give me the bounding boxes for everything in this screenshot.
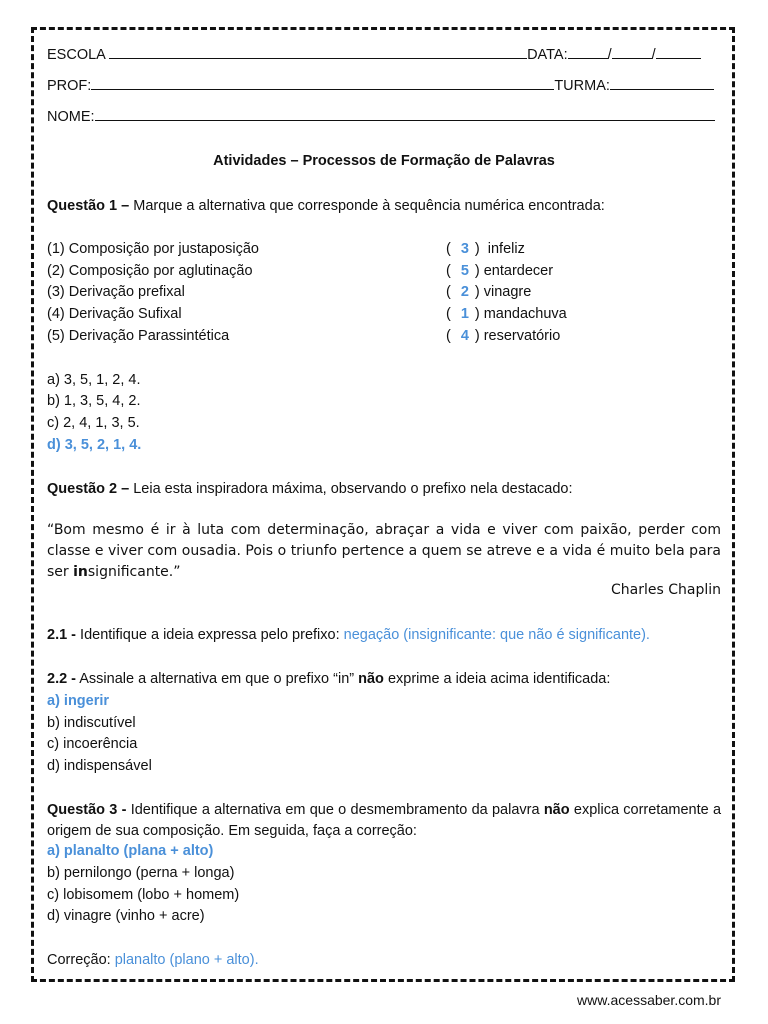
q21-prompt: Identifique a ideia expressa pelo prefixo: bbox=[80, 627, 340, 643]
q1-answer: 4 bbox=[460, 328, 469, 344]
turma-label: TURMA: bbox=[554, 78, 610, 94]
quote-rest: significante.” bbox=[87, 564, 181, 580]
header-prof-row bbox=[47, 75, 721, 95]
page-title: Atividades – Processos de Formação de Palavras bbox=[213, 153, 555, 169]
q3-option-b[interactable]: b) pernilongo (perna + longa) bbox=[47, 865, 235, 881]
q1-option-b[interactable]: b) 1, 3, 5, 4, 2. bbox=[47, 393, 141, 409]
q1-label: Questão 1 – bbox=[47, 198, 130, 214]
header-escola-row bbox=[47, 44, 721, 64]
q22-prompt-a: Assinale a alternativa em que o prefixo “in” bbox=[79, 671, 355, 687]
q3-prompt bbox=[47, 800, 721, 842]
prof-field[interactable] bbox=[91, 75, 554, 90]
q22-option-a-correct[interactable]: a) ingerir bbox=[47, 693, 110, 709]
correction-answer: planalto (plano + alto). bbox=[114, 952, 259, 968]
q3-label: Questão 3 - bbox=[47, 802, 127, 818]
date-sep-2: / bbox=[651, 47, 656, 63]
date-month-field[interactable] bbox=[612, 44, 652, 59]
q1-left-item: (5) Derivação Parassintética bbox=[47, 328, 230, 344]
q22-row bbox=[47, 670, 610, 688]
q3-option-c[interactable]: c) lobisomem (lobo + homem) bbox=[47, 887, 240, 903]
q1-word: vinagre bbox=[483, 284, 532, 300]
date-year-field[interactable] bbox=[656, 44, 701, 59]
header-nome-row bbox=[47, 106, 721, 126]
q3-bold: não bbox=[543, 802, 570, 818]
q1-word: entardecer bbox=[483, 263, 554, 279]
q2-label: Questão 2 – bbox=[47, 481, 130, 497]
q1-answer: 3 bbox=[460, 241, 469, 257]
q2-header bbox=[47, 480, 573, 498]
nome-label: NOME: bbox=[47, 109, 95, 125]
q22-option-b[interactable]: b) indiscutível bbox=[47, 715, 136, 731]
quote-author: Charles Chaplin bbox=[611, 582, 721, 598]
escola-label: ESCOLA bbox=[47, 47, 106, 63]
q1-option-c[interactable]: c) 2, 4, 1, 3, 5. bbox=[47, 415, 140, 431]
q1-left-item: (1) Composição por justaposição bbox=[47, 241, 259, 257]
q1-left-item: (2) Composição por aglutinação bbox=[47, 263, 253, 279]
q1-prompt: Marque a alternativa que corresponde à sequência numérica encontrada: bbox=[133, 198, 605, 214]
q21-label: 2.1 - bbox=[47, 627, 77, 643]
q3-correction bbox=[47, 951, 259, 969]
escola-field[interactable] bbox=[109, 44, 527, 59]
quote-main: “Bom mesmo é ir à luta com determinação, abraçar a vida e viver com paixão, perder com classe e viver com ousadia. Pois o triunfo pertence a quem se atreve e a vida é muito bela para ser bbox=[47, 522, 721, 580]
prof-label: PROF: bbox=[47, 78, 92, 94]
q3-option-d[interactable]: d) vinagre (vinho + acre) bbox=[47, 908, 205, 924]
q22-option-c[interactable]: c) incoerência bbox=[47, 736, 138, 752]
nome-field[interactable] bbox=[95, 106, 715, 121]
q21-row bbox=[47, 626, 650, 644]
q1-word: infeliz bbox=[487, 241, 525, 257]
q1-header bbox=[47, 197, 605, 215]
q1-answer: 2 bbox=[460, 284, 469, 300]
q1-right-item: ( 5 ) entardecer bbox=[446, 263, 554, 279]
q22-bold: não bbox=[358, 671, 384, 687]
q1-right-item: ( 4 ) reservatório bbox=[446, 328, 561, 344]
date-day-field[interactable] bbox=[568, 44, 608, 59]
date-sep-1: / bbox=[607, 47, 612, 63]
q22-option-d[interactable]: d) indispensável bbox=[47, 758, 152, 774]
q1-word: reservatório bbox=[483, 328, 561, 344]
q1-option-d-correct[interactable]: d) 3, 5, 2, 1, 4. bbox=[47, 437, 142, 453]
q1-right-item: ( 2 ) vinagre bbox=[446, 284, 532, 300]
q1-right-item: ( 3 ) infeliz bbox=[446, 241, 525, 257]
q1-left-item: (3) Derivação prefixal bbox=[47, 284, 185, 300]
correction-label: Correção: bbox=[47, 952, 111, 968]
footer-url[interactable]: www.acessaber.com.br bbox=[577, 992, 721, 1008]
q1-left-item: (4) Derivação Sufixal bbox=[47, 306, 182, 322]
q2-prompt: Leia esta inspiradora máxima, observando o prefixo nela destacado: bbox=[133, 481, 573, 497]
q1-answer: 5 bbox=[460, 263, 469, 279]
q22-prompt-b: exprime a ideia acima identificada: bbox=[387, 671, 611, 687]
q22-label: 2.2 - bbox=[47, 671, 77, 687]
q3-prompt-b: explica corretamente a origem de sua composição. Em seguida, faça a correção: bbox=[47, 802, 722, 839]
quote-prefix: in bbox=[73, 564, 88, 580]
data-label: DATA: bbox=[527, 47, 568, 63]
turma-field[interactable] bbox=[610, 75, 714, 90]
q1-right-item: ( 1 ) mandachuva bbox=[446, 306, 567, 322]
q21-answer: negação (insignificante: que não é significante). bbox=[343, 627, 650, 643]
q1-word: mandachuva bbox=[483, 306, 567, 322]
q3-option-a-correct[interactable]: a) planalto (plana + alto) bbox=[47, 843, 214, 859]
q3-prompt-a: Identifique a alternativa em que o desmembramento da palavra bbox=[130, 802, 540, 818]
q2-quote bbox=[47, 520, 721, 583]
q1-option-a[interactable]: a) 3, 5, 1, 2, 4. bbox=[47, 372, 141, 388]
q1-answer: 1 bbox=[460, 306, 469, 322]
